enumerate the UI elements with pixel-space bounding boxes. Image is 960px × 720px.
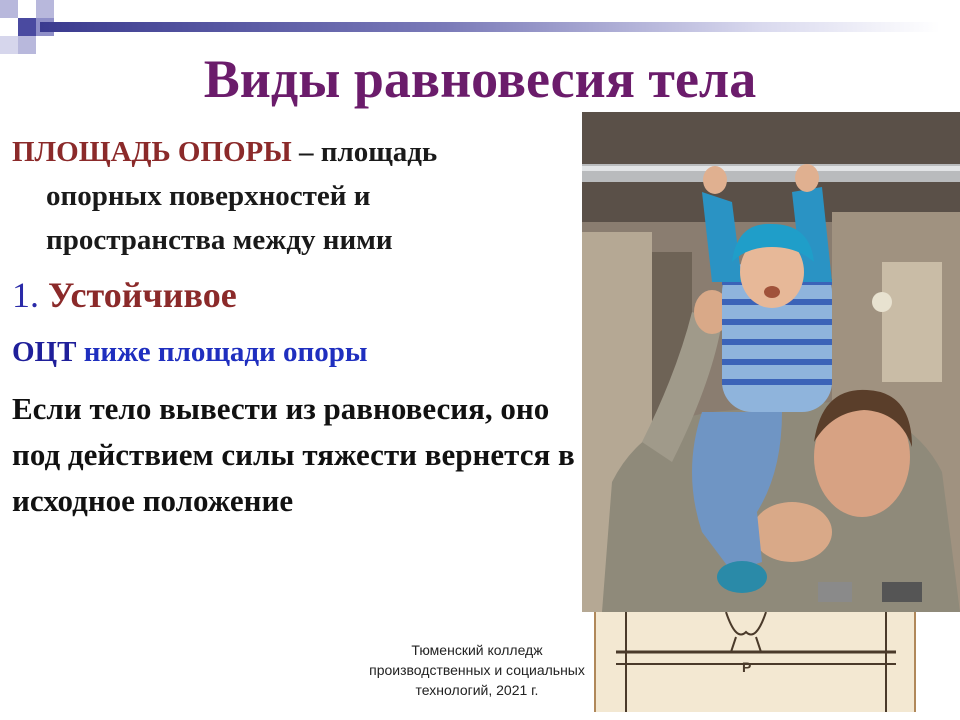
footer-line-1: Тюменский колледж <box>411 642 543 658</box>
footer <box>352 640 602 700</box>
footer-line-2: производственных и социальных <box>369 662 585 678</box>
sketch-image <box>594 612 916 712</box>
definition-line-3: пространства между ними <box>46 224 393 256</box>
sketch-label: P <box>742 659 752 675</box>
header-gradient-band <box>40 22 940 32</box>
definition-line-2: опорных поверхностей и <box>46 180 371 212</box>
sketch-drawing <box>596 612 914 712</box>
item-1-label: Устойчивое <box>39 275 237 315</box>
description: Если тело вывести из равновесия, оно под действием силы тяжести вернется в исходное положение <box>12 391 575 518</box>
definition <box>12 130 582 262</box>
text-block <box>12 130 582 524</box>
oct-line <box>12 332 582 372</box>
oct-rest: ниже площади опоры <box>76 336 368 368</box>
definition-term: ПЛОЩАДЬ ОПОРЫ <box>12 136 292 168</box>
footer-line-3: технологий, 2021 г. <box>415 682 539 698</box>
definition-dash-text: – площадь <box>291 136 438 168</box>
photo-illustration <box>582 112 960 612</box>
slide-title: Виды равновесия тела <box>203 49 757 109</box>
item-1 <box>12 272 582 318</box>
oct-abbr: ОЦТ <box>12 336 77 368</box>
item-1-number: 1. <box>12 275 39 315</box>
photo-child-on-bar <box>582 112 960 612</box>
